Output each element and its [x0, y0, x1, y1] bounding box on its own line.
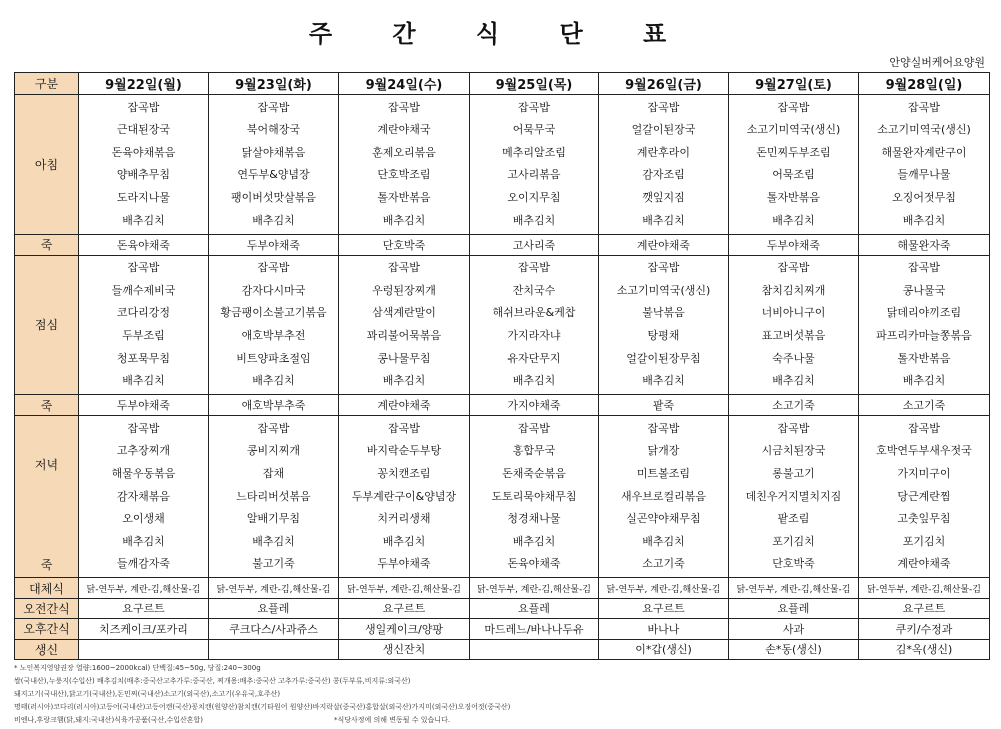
menu-item: 느타리버섯볶음: [236, 489, 311, 503]
menu-item: 비트양파초절임: [236, 351, 311, 365]
menu-item: 감자조림: [642, 168, 685, 182]
menu-item: 호박연두부새우젓국: [876, 444, 972, 458]
menu-item: 오이생채: [122, 512, 165, 526]
menu-item: 돈민찌두부조림: [756, 145, 831, 159]
menu-item: 잔치국수: [512, 283, 556, 297]
menu-item: 치커리생채: [377, 512, 431, 526]
header-row: [15, 73, 990, 95]
menu-item: 당근계란찜: [897, 489, 951, 503]
menu-item: 데친우거지멸치지짐: [745, 489, 842, 503]
dinner-cell: [599, 416, 729, 578]
menu-item: 잡곡밥: [518, 100, 550, 114]
am-snack-cell: 요플레: [209, 598, 339, 618]
menu-item: 닭데리야끼조림: [886, 306, 962, 320]
menu-item: 잡곡밥: [127, 261, 160, 275]
menu-item: 불고기죽: [252, 557, 295, 571]
menu-item: 배추김치: [902, 374, 946, 388]
menu-item: 도토리묵야채무침: [491, 489, 577, 503]
menu-item: 두부야채죽: [377, 557, 431, 571]
lunch-label: 점심: [15, 255, 79, 394]
porridge-cell: 애호박부추죽: [209, 394, 339, 415]
lunch-cell: [859, 255, 990, 394]
menu-item: 소고기미역국(생신): [746, 123, 841, 137]
menu-item: 해물완자계란구이: [881, 145, 967, 159]
menu-item: 들깨무나물: [897, 168, 951, 182]
menu-item: 배추김치: [382, 213, 426, 227]
menu-item: 숙주나물: [772, 351, 815, 365]
menu-item: 고춧잎무침: [897, 512, 951, 526]
am-snack-cell: 요구르트: [599, 598, 729, 618]
breakfast-row: [15, 95, 990, 234]
day-header: 9월22일(월): [79, 73, 209, 95]
alternative-cell: 닭-연두부, 계란-김,해산물-김: [339, 578, 470, 598]
dinner-cell: [79, 416, 209, 578]
birthday-cell: [209, 639, 339, 659]
header-label: 구분: [15, 73, 79, 95]
menu-item: 배추김치: [382, 374, 426, 388]
menu-item: 실곤약야채무침: [626, 512, 701, 526]
menu-item: 배추김치: [252, 213, 295, 227]
footnote-line: 돼지고기(국내산),닭고기(국내산),돈민찌(국내산)소고기(외국산),소고기(우유국,호주산): [14, 690, 281, 698]
porridge-label: 죽: [15, 234, 79, 255]
lunch-cell: [470, 255, 599, 394]
menu-item: 감자채볶음: [116, 489, 171, 503]
alternative-cell: 닭-연두부, 계란-김,해산물-김: [729, 578, 859, 598]
menu-item: 단호박조림: [377, 168, 431, 182]
menu-item: 잡곡밥: [388, 261, 420, 275]
organization-name: 안양실버케어요양원: [889, 56, 985, 69]
menu-item: 배추김치: [382, 534, 426, 548]
breakfast-cell: [79, 95, 209, 234]
footnote-line: 명태(러시아)코다리(러시아)고등어(국내산)고등어캔(국산)꽁치캔(원양산)참치캔(기타원어 원양산)바지락살(중국산)홍합살(외국산)가지미(외국산)오징어젓(중국산): [14, 703, 511, 711]
menu-item: 계란야채죽: [897, 557, 951, 571]
weekly-menu-table: [14, 72, 990, 660]
am-snack-cell: 요구르트: [339, 598, 470, 618]
menu-item: 계란후라이: [636, 145, 691, 159]
menu-item: 어묵무국: [512, 123, 556, 137]
menu-item: 콩나물무침: [377, 351, 431, 365]
menu-item: 잡곡밥: [257, 100, 290, 114]
porridge-cell: 소고기죽: [729, 394, 859, 415]
am-snack-cell: 요플레: [470, 598, 599, 618]
menu-item: 꽈리불어묵볶음: [366, 328, 442, 342]
footnote-line-wrap: [14, 714, 989, 727]
lunch-cell: [79, 255, 209, 394]
menu-item: 배추김치: [642, 213, 685, 227]
menu-item: 얼갈이된장무침: [626, 351, 701, 365]
menu-item: 삼색계란말이: [372, 306, 436, 320]
menu-item: 해물우동볶음: [111, 467, 176, 480]
day-header: 9월28일(일): [859, 73, 990, 95]
menu-item: 파프리카마늘쫑볶음: [876, 328, 972, 342]
menu-item: 배추김치: [122, 534, 165, 548]
birthday-cell: [79, 639, 209, 659]
menu-item: 닭살야채볶음: [241, 145, 306, 159]
dinner-cell: [209, 416, 339, 578]
menu-item: 계란야채국: [377, 123, 431, 137]
lunch-cell: [729, 255, 859, 394]
menu-item: 잡채: [262, 467, 285, 480]
lunch-cell: [209, 255, 339, 394]
menu-item: 배추김치: [902, 213, 946, 227]
menu-item: 롱불고기: [772, 467, 815, 480]
menu-item: 배추김치: [772, 213, 815, 227]
menu-item: 훈제오리볶음: [372, 145, 436, 159]
menu-item: 잡곡밥: [647, 421, 680, 435]
page-title: 주 간 식 단 표: [308, 20, 693, 48]
menu-item: 가지라자냐: [507, 328, 561, 342]
menu-item: 팥조림: [777, 512, 810, 526]
menu-item: 팽이버섯맛살볶음: [230, 191, 316, 205]
menu-item: 고사리볶음: [507, 168, 561, 182]
am-snack-cell: 요구르트: [79, 598, 209, 618]
dinner-cell: [470, 416, 599, 578]
dinner-porridge-label: 죽: [40, 558, 53, 573]
dinner-cell: [339, 416, 470, 578]
menu-item: 황금팽이소불고기볶음: [220, 306, 327, 320]
dinner-cell: [859, 416, 990, 578]
am-snack-label: 오전간식: [15, 598, 79, 618]
menu-item: 알배기무침: [246, 512, 301, 526]
pm-snack-cell: 생일케이크/양팡: [339, 619, 470, 639]
menu-item: 고추장찌개: [116, 444, 171, 458]
birthday-label: 생신: [15, 639, 79, 659]
alternative-label: 대체식: [15, 578, 79, 598]
am-snack-row: [15, 598, 990, 618]
menu-item: 잡곡밥: [777, 421, 810, 435]
day-header: 9월27일(토): [729, 73, 859, 95]
menu-item: 메추리알조림: [502, 145, 566, 159]
footnote-line: * 노인복지영양권장 열량:1600~2000kcal) 단백질:45~50g, 당질:240~300g: [14, 664, 261, 672]
alternative-row: [15, 578, 990, 598]
menu-item: 잡곡밥: [647, 261, 680, 275]
porridge-cell: 단호박죽: [339, 234, 470, 255]
birthday-cell: 김*옥(생신): [859, 639, 990, 659]
porridge-cell: 두부야채죽: [729, 234, 859, 255]
porridge-cell: 고사리죽: [470, 234, 599, 255]
birthday-row: [15, 639, 990, 659]
menu-item: 소고기미역국(생신): [616, 283, 711, 297]
menu-item: 양배추무침: [116, 168, 171, 182]
menu-item: 톨자반볶음: [766, 191, 821, 205]
footnote-line: 쌀(국내산),누룽지(수입산) 배추김치(배추:중국산고추가루:중국산, 찌개용:배추:중국산 고추가루:중국산) 콩(두부류,비지류:외국산): [14, 677, 411, 685]
porridge-cell: 팥죽: [599, 394, 729, 415]
menu-item: 들깨감자죽: [116, 557, 171, 571]
menu-item: 배추김치: [122, 374, 165, 388]
birthday-cell: 이*갑(생신): [599, 639, 729, 659]
birthday-cell: [470, 639, 599, 659]
menu-item: 닭개장: [647, 444, 680, 458]
pm-snack-cell: 사과: [729, 619, 859, 639]
breakfast-cell: [470, 95, 599, 234]
menu-item: 꽁치캔조림: [377, 467, 431, 480]
menu-item: 북어해장국: [246, 123, 301, 137]
menu-item: 잡곡밥: [518, 261, 550, 275]
menu-item: 해쉬브라운&케찹: [492, 306, 576, 320]
breakfast-cell: [209, 95, 339, 234]
porridge-row: [15, 394, 990, 415]
menu-item: 연두부&양념장: [237, 168, 310, 182]
menu-item: 새우브로컬리볶음: [620, 489, 706, 503]
day-header: 9월24일(수): [339, 73, 470, 95]
menu-item: 우렁된장찌개: [372, 283, 436, 297]
menu-item: 미트볼조림: [636, 467, 691, 480]
menu-item: 시금치된장국: [761, 444, 826, 458]
dinner-label: 저녁: [34, 458, 59, 473]
porridge-cell: 계란야채죽: [339, 394, 470, 415]
menu-item: 얼갈이된장국: [631, 123, 696, 137]
menu-item: 잡곡밥: [388, 100, 420, 114]
pm-snack-cell: 마드레느/바나나두유: [470, 619, 599, 639]
menu-item: 톨자반볶음: [897, 351, 951, 365]
menu-item: 잡곡밥: [647, 100, 680, 114]
menu-item: 포기김치: [902, 534, 946, 548]
menu-item: 포기김치: [772, 534, 815, 548]
menu-item: 돈육야채죽: [507, 557, 561, 571]
day-header: 9월26일(금): [599, 73, 729, 95]
pm-snack-cell: 쿠크다스/사과쥬스: [209, 619, 339, 639]
menu-item: 두부조림: [122, 328, 165, 342]
menu-item: 배추김치: [512, 213, 556, 227]
menu-item: 소고기미역국(생신): [877, 123, 971, 137]
footnotes: [14, 662, 989, 727]
menu-item: 도라지나물: [116, 191, 171, 205]
menu-item: 감자다시마국: [241, 283, 306, 297]
alternative-cell: 닭-연두부, 계란-김,해산물-김: [599, 578, 729, 598]
menu-item: 오징어젓무침: [892, 191, 956, 205]
porridge-cell: 소고기죽: [859, 394, 990, 415]
menu-item: 잡곡밥: [908, 261, 940, 275]
menu-item: 배추김치: [642, 374, 685, 388]
menu-item: 오이지무침: [507, 191, 561, 205]
menu-item: 배추김치: [122, 213, 165, 227]
pm-snack-cell: 바나나: [599, 619, 729, 639]
breakfast-label: 아침: [15, 95, 79, 234]
menu-item: 홍합무국: [512, 444, 556, 458]
menu-item: 잡곡밥: [777, 100, 810, 114]
day-header: 9월23일(화): [209, 73, 339, 95]
pm-snack-cell: 쿠키/수정과: [859, 619, 990, 639]
menu-item: 배추김치: [772, 374, 815, 388]
porridge-label: 죽: [15, 394, 79, 415]
lunch-cell: [339, 255, 470, 394]
menu-item: 너비아니구이: [761, 306, 826, 320]
alternative-cell: 닭-연두부, 계란-김,해산물-김: [79, 578, 209, 598]
birthday-cell: 손*동(생신): [729, 639, 859, 659]
menu-item: 배추김치: [512, 534, 556, 548]
porridge-cell: 돈육야채죽: [79, 234, 209, 255]
menu-item: 들깨수제비국: [111, 283, 176, 297]
porridge-cell: 두부야채죽: [79, 394, 209, 415]
menu-item: 돈육야채볶음: [111, 145, 176, 159]
menu-item: 불낙볶음: [642, 306, 685, 320]
dinner-cell: [729, 416, 859, 578]
menu-item: 배추김치: [252, 374, 295, 388]
menu-item: 잡곡밥: [518, 421, 550, 435]
menu-item: 깻잎지짐: [642, 191, 685, 205]
lunch-cell: [599, 255, 729, 394]
menu-item: 탕평채: [647, 328, 680, 342]
pm-snack-row: [15, 619, 990, 639]
footnote-line: 비엔나,후랑크햄(닭,돼지:국내산)식육가공품(국산,수입산혼합): [14, 716, 204, 724]
pm-snack-label: 오후간식: [15, 619, 79, 639]
menu-item: 잡곡밥: [908, 421, 940, 435]
porridge-cell: 해물완자죽: [859, 234, 990, 255]
day-header: 9월25일(목): [470, 73, 599, 95]
menu-item: 유자단무지: [507, 351, 561, 365]
lunch-row: [15, 255, 990, 394]
menu-item: 바지락순두부탕: [366, 444, 442, 458]
menu-item: 잡곡밥: [127, 421, 160, 435]
menu-item: 돈채죽순볶음: [502, 467, 566, 480]
menu-item: 애호박부추전: [241, 328, 306, 342]
menu-item: 가지미구이: [897, 467, 951, 480]
menu-item: 두부계란구이&양념장: [351, 489, 457, 503]
porridge-cell: 가지야채죽: [470, 394, 599, 415]
menu-item: 소고기죽: [642, 557, 685, 571]
breakfast-cell: [729, 95, 859, 234]
menu-item: 코다리강정: [116, 306, 171, 320]
menu-item: 배추김치: [642, 534, 685, 548]
menu-item: 청포묵무침: [116, 351, 171, 365]
am-snack-cell: 요구르트: [859, 598, 990, 618]
am-snack-cell: 요플레: [729, 598, 859, 618]
birthday-cell: 생신잔치: [339, 639, 470, 659]
menu-item: 어묵조림: [772, 168, 815, 182]
menu-item: 배추김치: [252, 534, 295, 548]
menu-item: 톨자반볶음: [377, 191, 431, 205]
menu-item: 청경채나물: [507, 512, 561, 526]
footnote-notice: *식당사정에 의해 변동될 수 있습니다.: [334, 716, 451, 724]
menu-item: 콩비지찌개: [246, 444, 301, 458]
alternative-cell: 닭-연두부, 계란-김,해산물-김: [209, 578, 339, 598]
dinner-label-cell: [15, 416, 79, 578]
alternative-cell: 닭-연두부, 계란-김,해산물-김: [859, 578, 990, 598]
porridge-cell: 계란야채죽: [599, 234, 729, 255]
menu-item: 잡곡밥: [257, 261, 290, 275]
menu-item: 표고버섯볶음: [761, 328, 826, 342]
menu-item: 콩나물국: [902, 283, 946, 297]
menu-item: 단호박죽: [772, 557, 815, 571]
menu-item: 잡곡밥: [127, 100, 160, 114]
dinner-row: [15, 416, 990, 578]
menu-item: 근대된장국: [116, 123, 171, 137]
pm-snack-cell: 치즈케이크/포카리: [79, 619, 209, 639]
menu-item: 참치김치찌개: [761, 283, 826, 297]
breakfast-cell: [859, 95, 990, 234]
menu-item: 잡곡밥: [257, 421, 290, 435]
porridge-cell: 두부야채죽: [209, 234, 339, 255]
breakfast-cell: [339, 95, 470, 234]
alternative-cell: 닭-연두부, 계란-김,해산물-김: [470, 578, 599, 598]
menu-item: 잡곡밥: [908, 100, 940, 114]
porridge-row: [15, 234, 990, 255]
menu-item: 배추김치: [512, 374, 556, 388]
menu-item: 잡곡밥: [388, 421, 420, 435]
breakfast-cell: [599, 95, 729, 234]
menu-item: 잡곡밥: [777, 261, 810, 275]
